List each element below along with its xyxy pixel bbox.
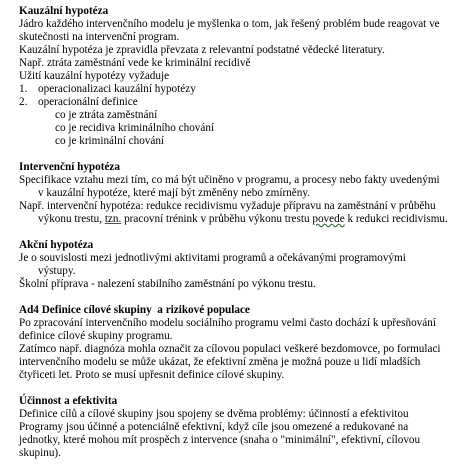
section-kauzalni-hypoteza [19, 5, 471, 148]
section-heading: Kauzální hypotéza [19, 5, 109, 17]
text-line: čtyřiceti let. Proto se musí upřesnit definice cílové skupiny. [19, 369, 285, 381]
text-line [19, 213, 471, 226]
text-line: Je o souvislosti mezi jednotlivými aktivitami programů a očekávanými programovými [19, 252, 406, 264]
section-heading: Ad4 Definice cílové skupiny a rizikové populace [19, 304, 250, 316]
section-heading: Intervenční hypotéza [19, 161, 120, 173]
text-line: Specifikace vztahu mezi tím, co má být učiněno v programu, a procesy nebo fakty uvedenými [19, 174, 440, 186]
text-line: Užití kauzální hypotézy vyžaduje [19, 70, 170, 82]
sub-list-item: co je ztráta zaměstnání [55, 109, 158, 121]
section-heading: Účinnost a efektivita [19, 395, 118, 407]
text-line: Programy jsou účinné a potenciálně efektivní, když cíle jsou omezené a redukované na [19, 421, 409, 433]
numbered-list-item [19, 96, 471, 109]
list-text: operacionální definice [38, 96, 138, 108]
text-line: skupinu). [19, 447, 61, 459]
text-line: Po zpracování intervenčního modelu sociálního programu velmi často dochází k upřesňování [19, 317, 436, 329]
text-line: definice cílové skupiny programu. [19, 330, 173, 342]
text-line: Definice cílů a cílové skupiny jsou spojeny se dvěma problémy: účinností a efektivitou [19, 408, 409, 420]
text-line: výstupy. [38, 265, 76, 277]
numbered-list-item [19, 83, 471, 96]
text-fragment: výkonu trestu, [38, 213, 103, 225]
text-line: skutečnosti na intervenční program. [19, 31, 180, 43]
text-line: Zatímco např. diagnóza mohla označit za cílovou populaci veškeré bezdomovce, po formulaci [19, 343, 441, 355]
section-heading: Akční hypotéza [19, 239, 94, 251]
section-akcni-hypoteza [19, 239, 471, 291]
text-fragment: pracovní trénink v průběhu výkonu trestu [124, 213, 310, 225]
text-line: Např. ztráta zaměstnání vede ke kriminální recidivě [19, 57, 251, 69]
text-line: Jádro každého intervenčního modelu je myšlenka o tom, jak řešený problém bude reagovat ve [19, 18, 440, 30]
grammar-marked-word: povede [312, 213, 345, 225]
list-number: 2. [19, 96, 28, 108]
text-line: Kauzální hypotéza je zpravidla převzata z relevantní podstatné vědecké literatury. [19, 44, 385, 56]
text-fragment: k redukci recidivismu. [347, 213, 448, 225]
document-body [19, 5, 471, 473]
text-line: v kauzální hypotéze, které mají být změněny nebo zmírněny. [38, 187, 311, 199]
sub-list-item: co je recidiva kriminálního chování [55, 122, 215, 134]
section-ucinnost-a-efektivita [19, 395, 471, 460]
text-line: intervenčního modelu se může ukázat, že efektivní změna je možná pouze u lidí mladších [19, 356, 421, 368]
section-intervencni-hypoteza [19, 161, 471, 226]
text-line: Školní příprava - nalezení stabilního zaměstnání po výkonu trestu. [19, 278, 316, 290]
text-line: Např. intervenční hypotéza: redukce recidivismu vyžaduje přípravu na zaměstnání v průběhu [19, 200, 436, 212]
list-number: 1. [19, 83, 28, 95]
underlined-abbreviation: tzn. [104, 213, 122, 225]
text-line: jednotky, které mohou mít prospěch z intervence (snaha o "minimální", efektivní, cílovou [19, 434, 421, 446]
list-text: operacionalizaci kauzální hypotézy [38, 83, 196, 95]
section-definice-cilove-skupiny [19, 304, 471, 382]
sub-list-item: co je kriminální chování [55, 135, 165, 147]
